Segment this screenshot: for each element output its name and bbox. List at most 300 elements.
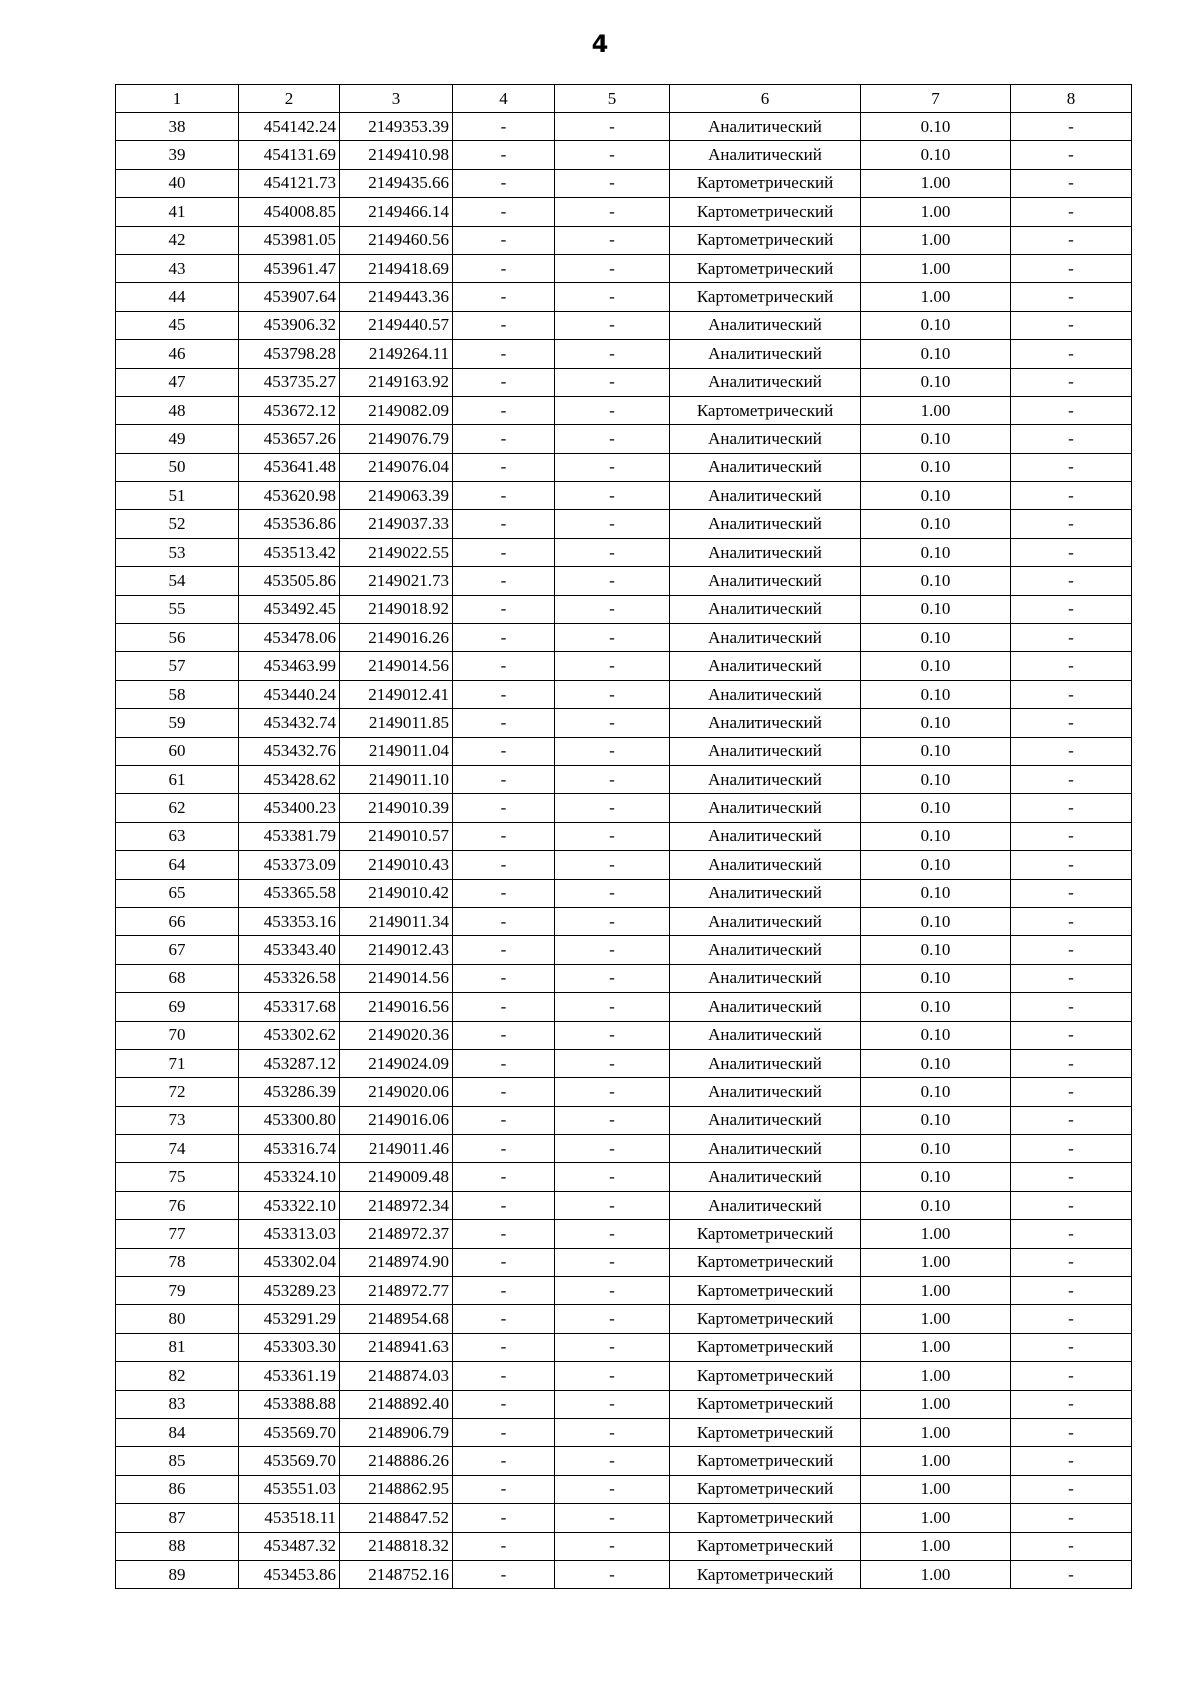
method-cell: Аналитический <box>670 1135 861 1163</box>
x-coordinate-cell: 453657.26 <box>239 425 340 453</box>
table-row <box>116 538 1132 566</box>
col4-value-cell: - <box>453 1106 555 1134</box>
x-coordinate-cell: 453518.11 <box>239 1504 340 1532</box>
accuracy-cell: 1.00 <box>861 1277 1011 1305</box>
col8-value-cell: - <box>1011 1305 1132 1333</box>
col5-value-cell: - <box>555 1560 670 1588</box>
method-cell: Аналитический <box>670 879 861 907</box>
point-number-cell: 51 <box>116 482 239 510</box>
point-number-cell: 42 <box>116 226 239 254</box>
col5-value-cell: - <box>555 794 670 822</box>
point-number-cell: 53 <box>116 538 239 566</box>
x-coordinate-cell: 453313.03 <box>239 1220 340 1248</box>
col5-value-cell: - <box>555 368 670 396</box>
col8-value-cell: - <box>1011 311 1132 339</box>
col5-value-cell: - <box>555 396 670 424</box>
col5-value-cell: - <box>555 879 670 907</box>
col5-value-cell: - <box>555 1191 670 1219</box>
x-coordinate-cell: 453316.74 <box>239 1135 340 1163</box>
col4-value-cell: - <box>453 1248 555 1276</box>
col5-value-cell: - <box>555 1305 670 1333</box>
x-coordinate-cell: 453428.62 <box>239 765 340 793</box>
y-coordinate-cell: 2149011.10 <box>340 765 453 793</box>
x-coordinate-cell: 454142.24 <box>239 113 340 141</box>
point-number-cell: 63 <box>116 822 239 850</box>
col4-value-cell: - <box>453 567 555 595</box>
col4-value-cell: - <box>453 141 555 169</box>
y-coordinate-cell: 2149076.04 <box>340 453 453 481</box>
y-coordinate-cell: 2148906.79 <box>340 1418 453 1446</box>
y-coordinate-cell: 2149063.39 <box>340 482 453 510</box>
method-cell: Картометрический <box>670 1277 861 1305</box>
y-coordinate-cell: 2149012.43 <box>340 936 453 964</box>
table-row <box>116 368 1132 396</box>
x-coordinate-cell: 453324.10 <box>239 1163 340 1191</box>
col4-value-cell: - <box>453 226 555 254</box>
column-header-7: 7 <box>861 85 1011 113</box>
col4-value-cell: - <box>453 1021 555 1049</box>
y-coordinate-cell: 2149022.55 <box>340 538 453 566</box>
x-coordinate-cell: 453326.58 <box>239 964 340 992</box>
point-number-cell: 45 <box>116 311 239 339</box>
accuracy-cell: 0.10 <box>861 311 1011 339</box>
x-coordinate-cell: 453302.04 <box>239 1248 340 1276</box>
col8-value-cell: - <box>1011 453 1132 481</box>
x-coordinate-cell: 453286.39 <box>239 1078 340 1106</box>
accuracy-cell: 0.10 <box>861 482 1011 510</box>
accuracy-cell: 0.10 <box>861 567 1011 595</box>
col5-value-cell: - <box>555 1078 670 1106</box>
accuracy-cell: 1.00 <box>861 1475 1011 1503</box>
y-coordinate-cell: 2149466.14 <box>340 198 453 226</box>
accuracy-cell: 0.10 <box>861 964 1011 992</box>
x-coordinate-cell: 453672.12 <box>239 396 340 424</box>
accuracy-cell: 0.10 <box>861 141 1011 169</box>
method-cell: Аналитический <box>670 1163 861 1191</box>
accuracy-cell: 1.00 <box>861 1248 1011 1276</box>
col8-value-cell: - <box>1011 1390 1132 1418</box>
col5-value-cell: - <box>555 113 670 141</box>
table-row <box>116 198 1132 226</box>
col4-value-cell: - <box>453 1362 555 1390</box>
method-cell: Аналитический <box>670 510 861 538</box>
y-coordinate-cell: 2149010.57 <box>340 822 453 850</box>
accuracy-cell: 1.00 <box>861 1447 1011 1475</box>
col4-value-cell: - <box>453 254 555 282</box>
col5-value-cell: - <box>555 1447 670 1475</box>
accuracy-cell: 0.10 <box>861 113 1011 141</box>
col8-value-cell: - <box>1011 1049 1132 1077</box>
point-number-cell: 52 <box>116 510 239 538</box>
col4-value-cell: - <box>453 1390 555 1418</box>
col4-value-cell: - <box>453 113 555 141</box>
x-coordinate-cell: 453513.42 <box>239 538 340 566</box>
col4-value-cell: - <box>453 822 555 850</box>
col8-value-cell: - <box>1011 1560 1132 1588</box>
point-number-cell: 87 <box>116 1504 239 1532</box>
y-coordinate-cell: 2148886.26 <box>340 1447 453 1475</box>
accuracy-cell: 1.00 <box>861 1390 1011 1418</box>
y-coordinate-cell: 2149410.98 <box>340 141 453 169</box>
method-cell: Картометрический <box>670 1362 861 1390</box>
x-coordinate-cell: 453303.30 <box>239 1333 340 1361</box>
y-coordinate-cell: 2149016.26 <box>340 624 453 652</box>
y-coordinate-cell: 2149014.56 <box>340 652 453 680</box>
x-coordinate-cell: 453492.45 <box>239 595 340 623</box>
y-coordinate-cell: 2149418.69 <box>340 254 453 282</box>
x-coordinate-cell: 453365.58 <box>239 879 340 907</box>
col4-value-cell: - <box>453 311 555 339</box>
table-row <box>116 453 1132 481</box>
point-number-cell: 84 <box>116 1418 239 1446</box>
col8-value-cell: - <box>1011 1333 1132 1361</box>
accuracy-cell: 1.00 <box>861 1532 1011 1560</box>
col8-value-cell: - <box>1011 794 1132 822</box>
y-coordinate-cell: 2148874.03 <box>340 1362 453 1390</box>
y-coordinate-cell: 2149011.85 <box>340 709 453 737</box>
col4-value-cell: - <box>453 425 555 453</box>
accuracy-cell: 0.10 <box>861 993 1011 1021</box>
coordinates-table <box>115 84 1132 1589</box>
y-coordinate-cell: 2149037.33 <box>340 510 453 538</box>
table-row <box>116 1078 1132 1106</box>
col5-value-cell: - <box>555 141 670 169</box>
method-cell: Аналитический <box>670 1191 861 1219</box>
method-cell: Картометрический <box>670 1220 861 1248</box>
col4-value-cell: - <box>453 907 555 935</box>
col8-value-cell: - <box>1011 226 1132 254</box>
method-cell: Аналитический <box>670 709 861 737</box>
method-cell: Картометрический <box>670 1560 861 1588</box>
method-cell: Аналитический <box>670 794 861 822</box>
y-coordinate-cell: 2149353.39 <box>340 113 453 141</box>
accuracy-cell: 0.10 <box>861 765 1011 793</box>
point-number-cell: 67 <box>116 936 239 964</box>
col5-value-cell: - <box>555 1475 670 1503</box>
accuracy-cell: 0.10 <box>861 794 1011 822</box>
point-number-cell: 56 <box>116 624 239 652</box>
table-row <box>116 822 1132 850</box>
col4-value-cell: - <box>453 1049 555 1077</box>
accuracy-cell: 1.00 <box>861 226 1011 254</box>
table-row <box>116 964 1132 992</box>
col8-value-cell: - <box>1011 1248 1132 1276</box>
col8-value-cell: - <box>1011 1532 1132 1560</box>
x-coordinate-cell: 453569.70 <box>239 1418 340 1446</box>
accuracy-cell: 1.00 <box>861 1504 1011 1532</box>
point-number-cell: 50 <box>116 453 239 481</box>
col4-value-cell: - <box>453 283 555 311</box>
table-row <box>116 1475 1132 1503</box>
x-coordinate-cell: 453343.40 <box>239 936 340 964</box>
y-coordinate-cell: 2149010.39 <box>340 794 453 822</box>
table-row <box>116 482 1132 510</box>
col5-value-cell: - <box>555 1106 670 1134</box>
col8-value-cell: - <box>1011 283 1132 311</box>
point-number-cell: 49 <box>116 425 239 453</box>
x-coordinate-cell: 453907.64 <box>239 283 340 311</box>
col4-value-cell: - <box>453 340 555 368</box>
col4-value-cell: - <box>453 396 555 424</box>
method-cell: Аналитический <box>670 652 861 680</box>
point-number-cell: 44 <box>116 283 239 311</box>
accuracy-cell: 0.10 <box>861 1049 1011 1077</box>
column-header-1: 1 <box>116 85 239 113</box>
accuracy-cell: 0.10 <box>861 1163 1011 1191</box>
method-cell: Картометрический <box>670 198 861 226</box>
col8-value-cell: - <box>1011 680 1132 708</box>
col5-value-cell: - <box>555 964 670 992</box>
table-row <box>116 113 1132 141</box>
method-cell: Картометрический <box>670 1447 861 1475</box>
method-cell: Аналитический <box>670 567 861 595</box>
y-coordinate-cell: 2149011.34 <box>340 907 453 935</box>
col5-value-cell: - <box>555 851 670 879</box>
accuracy-cell: 0.10 <box>861 652 1011 680</box>
col5-value-cell: - <box>555 1532 670 1560</box>
col8-value-cell: - <box>1011 1021 1132 1049</box>
col8-value-cell: - <box>1011 425 1132 453</box>
col8-value-cell: - <box>1011 1220 1132 1248</box>
table-body <box>116 113 1132 1589</box>
accuracy-cell: 1.00 <box>861 254 1011 282</box>
method-cell: Картометрический <box>670 396 861 424</box>
y-coordinate-cell: 2148954.68 <box>340 1305 453 1333</box>
accuracy-cell: 0.10 <box>861 510 1011 538</box>
method-cell: Картометрический <box>670 169 861 197</box>
x-coordinate-cell: 453487.32 <box>239 1532 340 1560</box>
x-coordinate-cell: 453432.74 <box>239 709 340 737</box>
col5-value-cell: - <box>555 1390 670 1418</box>
col5-value-cell: - <box>555 510 670 538</box>
point-number-cell: 89 <box>116 1560 239 1588</box>
point-number-cell: 61 <box>116 765 239 793</box>
col8-value-cell: - <box>1011 765 1132 793</box>
accuracy-cell: 0.10 <box>861 737 1011 765</box>
method-cell: Картометрический <box>670 1305 861 1333</box>
accuracy-cell: 0.10 <box>861 936 1011 964</box>
col4-value-cell: - <box>453 482 555 510</box>
point-number-cell: 43 <box>116 254 239 282</box>
col8-value-cell: - <box>1011 1078 1132 1106</box>
col8-value-cell: - <box>1011 254 1132 282</box>
table-row <box>116 765 1132 793</box>
col8-value-cell: - <box>1011 1475 1132 1503</box>
y-coordinate-cell: 2149018.92 <box>340 595 453 623</box>
col5-value-cell: - <box>555 624 670 652</box>
point-number-cell: 66 <box>116 907 239 935</box>
col5-value-cell: - <box>555 283 670 311</box>
table-row <box>116 169 1132 197</box>
col5-value-cell: - <box>555 538 670 566</box>
y-coordinate-cell: 2149443.36 <box>340 283 453 311</box>
point-number-cell: 68 <box>116 964 239 992</box>
y-coordinate-cell: 2149011.04 <box>340 737 453 765</box>
table-row <box>116 1418 1132 1446</box>
col5-value-cell: - <box>555 340 670 368</box>
point-number-cell: 82 <box>116 1362 239 1390</box>
method-cell: Аналитический <box>670 453 861 481</box>
table-row <box>116 1220 1132 1248</box>
accuracy-cell: 0.10 <box>861 680 1011 708</box>
accuracy-cell: 0.10 <box>861 368 1011 396</box>
method-cell: Аналитический <box>670 113 861 141</box>
col4-value-cell: - <box>453 851 555 879</box>
point-number-cell: 46 <box>116 340 239 368</box>
table-row <box>116 595 1132 623</box>
col4-value-cell: - <box>453 368 555 396</box>
col5-value-cell: - <box>555 1277 670 1305</box>
point-number-cell: 80 <box>116 1305 239 1333</box>
col8-value-cell: - <box>1011 1504 1132 1532</box>
table-row <box>116 1163 1132 1191</box>
y-coordinate-cell: 2149010.42 <box>340 879 453 907</box>
x-coordinate-cell: 453961.47 <box>239 254 340 282</box>
col4-value-cell: - <box>453 1078 555 1106</box>
method-cell: Картометрический <box>670 283 861 311</box>
col5-value-cell: - <box>555 765 670 793</box>
column-header-2: 2 <box>239 85 340 113</box>
method-cell: Аналитический <box>670 1049 861 1077</box>
col4-value-cell: - <box>453 737 555 765</box>
table-row <box>116 936 1132 964</box>
col8-value-cell: - <box>1011 510 1132 538</box>
method-cell: Картометрический <box>670 1475 861 1503</box>
accuracy-cell: 1.00 <box>861 396 1011 424</box>
accuracy-cell: 1.00 <box>861 1333 1011 1361</box>
accuracy-cell: 0.10 <box>861 538 1011 566</box>
x-coordinate-cell: 453400.23 <box>239 794 340 822</box>
col8-value-cell: - <box>1011 1163 1132 1191</box>
method-cell: Аналитический <box>670 993 861 1021</box>
col5-value-cell: - <box>555 737 670 765</box>
col8-value-cell: - <box>1011 1418 1132 1446</box>
col5-value-cell: - <box>555 198 670 226</box>
point-number-cell: 65 <box>116 879 239 907</box>
x-coordinate-cell: 453981.05 <box>239 226 340 254</box>
col5-value-cell: - <box>555 993 670 1021</box>
col8-value-cell: - <box>1011 737 1132 765</box>
col4-value-cell: - <box>453 1305 555 1333</box>
column-header-4: 4 <box>453 85 555 113</box>
point-number-cell: 38 <box>116 113 239 141</box>
table-row <box>116 1390 1132 1418</box>
table-row <box>116 1135 1132 1163</box>
col8-value-cell: - <box>1011 879 1132 907</box>
accuracy-cell: 1.00 <box>861 1560 1011 1588</box>
x-coordinate-cell: 453735.27 <box>239 368 340 396</box>
col5-value-cell: - <box>555 1333 670 1361</box>
method-cell: Аналитический <box>670 1106 861 1134</box>
point-number-cell: 83 <box>116 1390 239 1418</box>
table-row <box>116 709 1132 737</box>
col4-value-cell: - <box>453 964 555 992</box>
accuracy-cell: 1.00 <box>861 1305 1011 1333</box>
table-row <box>116 283 1132 311</box>
col4-value-cell: - <box>453 510 555 538</box>
point-number-cell: 55 <box>116 595 239 623</box>
col5-value-cell: - <box>555 1049 670 1077</box>
col4-value-cell: - <box>453 453 555 481</box>
accuracy-cell: 0.10 <box>861 1021 1011 1049</box>
page-number: 4 <box>591 30 609 58</box>
accuracy-cell: 1.00 <box>861 169 1011 197</box>
accuracy-cell: 1.00 <box>861 1418 1011 1446</box>
col8-value-cell: - <box>1011 624 1132 652</box>
col5-value-cell: - <box>555 936 670 964</box>
x-coordinate-cell: 453317.68 <box>239 993 340 1021</box>
column-header-5: 5 <box>555 85 670 113</box>
accuracy-cell: 0.10 <box>861 1106 1011 1134</box>
col8-value-cell: - <box>1011 1191 1132 1219</box>
y-coordinate-cell: 2148972.34 <box>340 1191 453 1219</box>
method-cell: Картометрический <box>670 254 861 282</box>
accuracy-cell: 1.00 <box>861 283 1011 311</box>
table-row <box>116 879 1132 907</box>
col5-value-cell: - <box>555 1021 670 1049</box>
col4-value-cell: - <box>453 538 555 566</box>
y-coordinate-cell: 2148941.63 <box>340 1333 453 1361</box>
col8-value-cell: - <box>1011 851 1132 879</box>
col8-value-cell: - <box>1011 936 1132 964</box>
col4-value-cell: - <box>453 595 555 623</box>
method-cell: Аналитический <box>670 538 861 566</box>
col8-value-cell: - <box>1011 652 1132 680</box>
table-row <box>116 425 1132 453</box>
col5-value-cell: - <box>555 425 670 453</box>
y-coordinate-cell: 2149009.48 <box>340 1163 453 1191</box>
col4-value-cell: - <box>453 879 555 907</box>
col5-value-cell: - <box>555 453 670 481</box>
col4-value-cell: - <box>453 652 555 680</box>
x-coordinate-cell: 454121.73 <box>239 169 340 197</box>
table-row <box>116 1106 1132 1134</box>
point-number-cell: 76 <box>116 1191 239 1219</box>
x-coordinate-cell: 453373.09 <box>239 851 340 879</box>
point-number-cell: 78 <box>116 1248 239 1276</box>
col4-value-cell: - <box>453 624 555 652</box>
col4-value-cell: - <box>453 794 555 822</box>
col8-value-cell: - <box>1011 595 1132 623</box>
table-row <box>116 993 1132 1021</box>
accuracy-cell: 0.10 <box>861 340 1011 368</box>
col8-value-cell: - <box>1011 822 1132 850</box>
x-coordinate-cell: 453505.86 <box>239 567 340 595</box>
col4-value-cell: - <box>453 1220 555 1248</box>
col8-value-cell: - <box>1011 396 1132 424</box>
method-cell: Аналитический <box>670 851 861 879</box>
table-row <box>116 1021 1132 1049</box>
method-cell: Аналитический <box>670 340 861 368</box>
col8-value-cell: - <box>1011 567 1132 595</box>
col4-value-cell: - <box>453 1447 555 1475</box>
table-row <box>116 907 1132 935</box>
point-number-cell: 59 <box>116 709 239 737</box>
col4-value-cell: - <box>453 169 555 197</box>
x-coordinate-cell: 453536.86 <box>239 510 340 538</box>
x-coordinate-cell: 453289.23 <box>239 1277 340 1305</box>
col4-value-cell: - <box>453 1418 555 1446</box>
col4-value-cell: - <box>453 1277 555 1305</box>
col8-value-cell: - <box>1011 1362 1132 1390</box>
x-coordinate-cell: 453432.76 <box>239 737 340 765</box>
table-row <box>116 1305 1132 1333</box>
col4-value-cell: - <box>453 680 555 708</box>
col8-value-cell: - <box>1011 907 1132 935</box>
col4-value-cell: - <box>453 1163 555 1191</box>
point-number-cell: 47 <box>116 368 239 396</box>
col4-value-cell: - <box>453 993 555 1021</box>
